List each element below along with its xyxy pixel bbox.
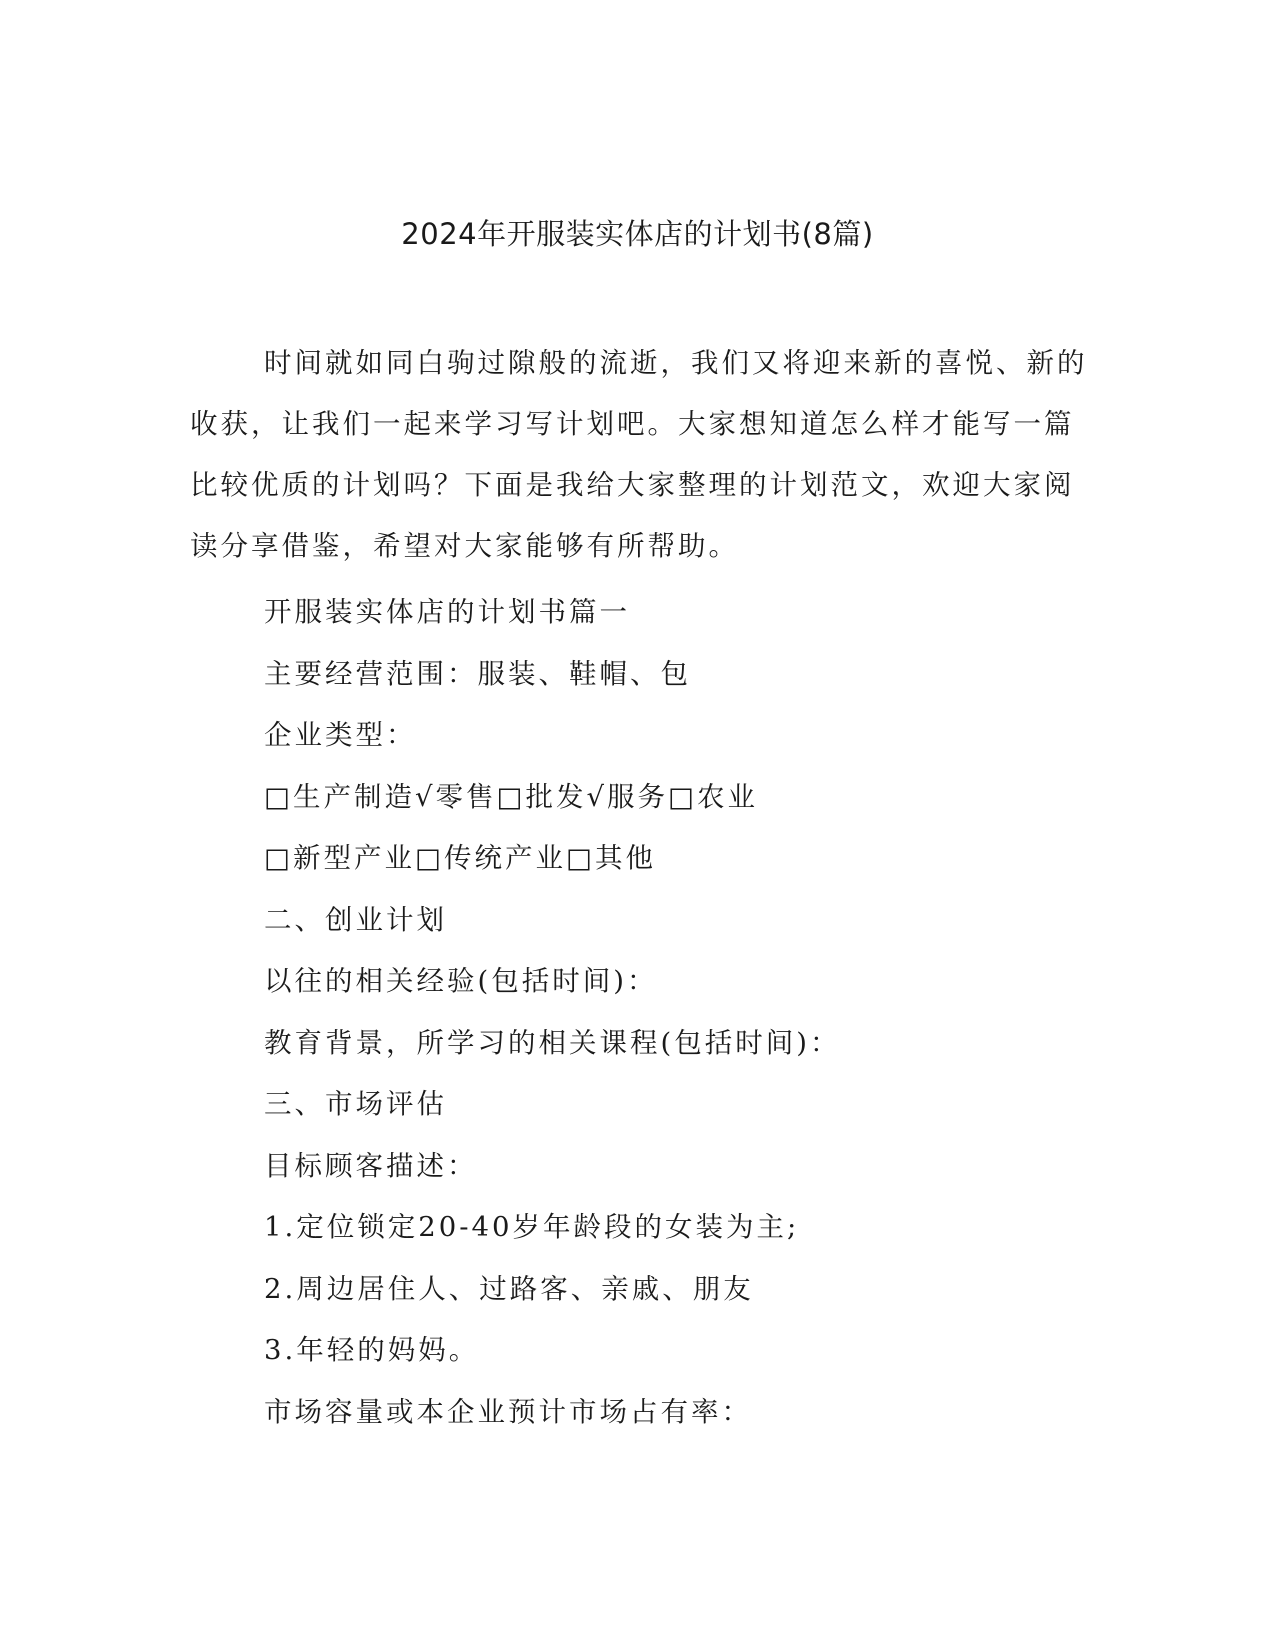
list-item: 3.年轻的妈妈。	[264, 1334, 480, 1366]
document-title: 2024年开服装实体店的计划书(8篇)	[401, 217, 874, 251]
list-item: 2.周边居住人、过路客、亲戚、朋友	[264, 1272, 754, 1305]
intro-paragraph: 时间就如同白驹过隙般的流逝，我们又将迎来新的喜悦、新的收获，让我们一起来学习写计划吧。大家想知道怎么样才能写一篇比较优质的计划吗？下面是我给大家整理的计划范文，欢迎大家阅读分享借鉴，希望对大家能够有所帮助。	[190, 347, 1088, 562]
education-line: 教育背景，所学习的相关课程(包括时间)：	[264, 1026, 841, 1059]
content-lines	[264, 582, 1144, 1443]
target-customer-label: 目标顾客描述：	[264, 1149, 478, 1182]
enterprise-type-options-2: □新型产业□传统产业□其他	[264, 842, 656, 874]
section-heading: 开服装实体店的计划书篇一	[264, 596, 630, 628]
market-share-line: 市场容量或本企业预计市场占有率：	[264, 1395, 752, 1428]
enterprise-type-label: 企业类型：	[264, 719, 417, 751]
enterprise-type-options-1: □生产制造√零售□批发√服务□农业	[264, 780, 758, 813]
business-scope-line: 主要经营范围：服装、鞋帽、包	[264, 657, 691, 690]
section-heading-market: 三、市场评估	[264, 1088, 447, 1120]
experience-line: 以往的相关经验(包括时间)：	[264, 965, 658, 997]
section-heading-startup-plan: 二、创业计划	[264, 903, 447, 936]
list-item: 1.定位锁定20-40岁年龄段的女装为主;	[264, 1211, 800, 1243]
